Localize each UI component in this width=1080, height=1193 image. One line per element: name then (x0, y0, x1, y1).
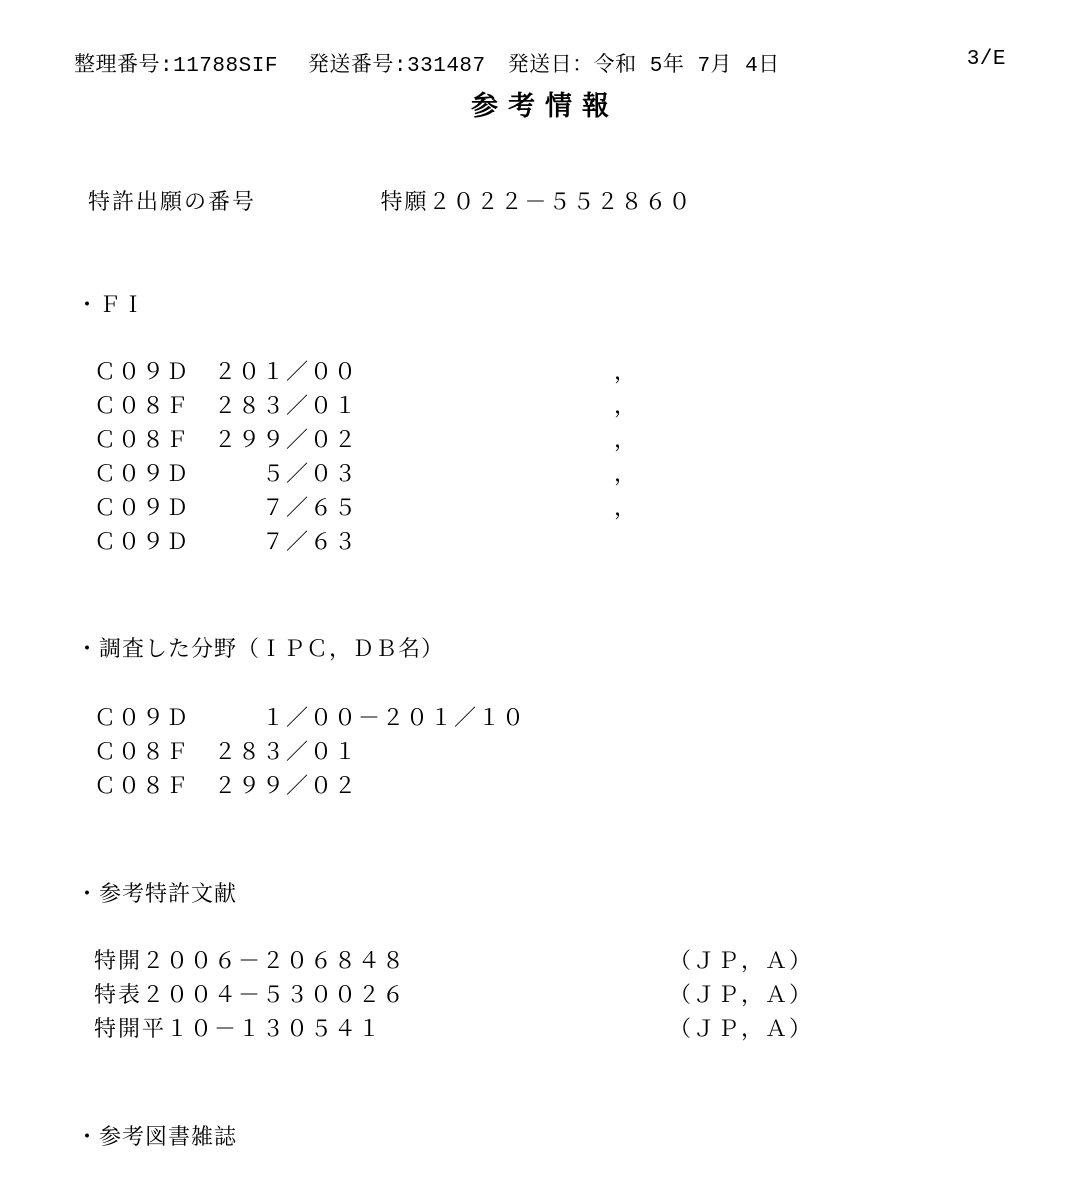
list-item (94, 491, 638, 525)
list-item (94, 978, 813, 1012)
patent-document-number: 特開２００６－２０６８４８ (94, 948, 407, 973)
list-item (94, 701, 669, 735)
patent-document-number: 特開平１０－１３０５４１ (94, 1016, 383, 1041)
page-title: 参考情報 (471, 91, 619, 122)
patent-document-kind: （ＪＰ，Ａ） (669, 948, 814, 973)
dispatch-number: 発送番号:331487 (307, 55, 486, 78)
section-heading-searched-fields: ・調査した分野（ＩＰＣ，ＤＢ名） (76, 636, 445, 661)
list-item (94, 525, 638, 559)
list-item (94, 944, 813, 978)
fi-code: Ｃ０９Ｄ ７／６３ (94, 529, 359, 554)
fi-code: Ｃ０８Ｆ ２９９／０２ (94, 427, 359, 452)
searched-code: Ｃ０８Ｆ ２９９／０２ (94, 773, 359, 798)
searched-code: Ｃ０９Ｄ １／００－２０１／１０ (94, 705, 527, 730)
list-item (94, 1012, 813, 1046)
patent-document-kind: （ＪＰ，Ａ） (669, 1016, 814, 1041)
fi-separator: ， (614, 427, 639, 452)
searched-code: Ｃ０８Ｆ ２８３／０１ (94, 739, 359, 764)
section-heading-fi: ・ＦＩ (76, 292, 146, 317)
searched-fields-entry-list (94, 701, 669, 803)
fi-entry-list (94, 355, 638, 559)
fi-code: Ｃ０９Ｄ ５／０３ (94, 461, 359, 486)
section-heading-patent-literature: ・参考特許文献 (76, 881, 238, 906)
fi-separator: ， (614, 461, 639, 486)
control-number: 整理番号:11788SIF (74, 55, 278, 78)
page-mark: 3/E (966, 48, 1006, 71)
list-item (94, 457, 638, 491)
list-item (94, 769, 669, 803)
fi-separator: ， (614, 393, 639, 418)
list-item (94, 423, 638, 457)
fi-code: Ｃ０９Ｄ ２０１／００ (94, 359, 359, 384)
application-number-value: 特願２０２２－５５２８６０ (380, 189, 693, 214)
dispatch-date: 発送日：令和 5年 7月 4日 (507, 55, 780, 78)
section-heading-book-literature: ・参考図書雑誌 (76, 1124, 238, 1149)
patent-document-kind: （ＪＰ，Ａ） (669, 982, 814, 1007)
fi-code: Ｃ０８Ｆ ２８３／０１ (94, 393, 359, 418)
application-number-row (88, 185, 693, 216)
document-header (74, 48, 1006, 78)
fi-separator: ， (614, 495, 639, 520)
application-number-label: 特許出願の番号 (88, 189, 257, 214)
list-item (94, 735, 669, 769)
patent-literature-entry-list (94, 944, 813, 1046)
patent-document-number: 特表２００４－５３００２６ (94, 982, 407, 1007)
list-item (94, 389, 638, 423)
fi-separator: ， (614, 359, 639, 384)
fi-code: Ｃ０９Ｄ ７／６５ (94, 495, 359, 520)
list-item (94, 355, 638, 389)
